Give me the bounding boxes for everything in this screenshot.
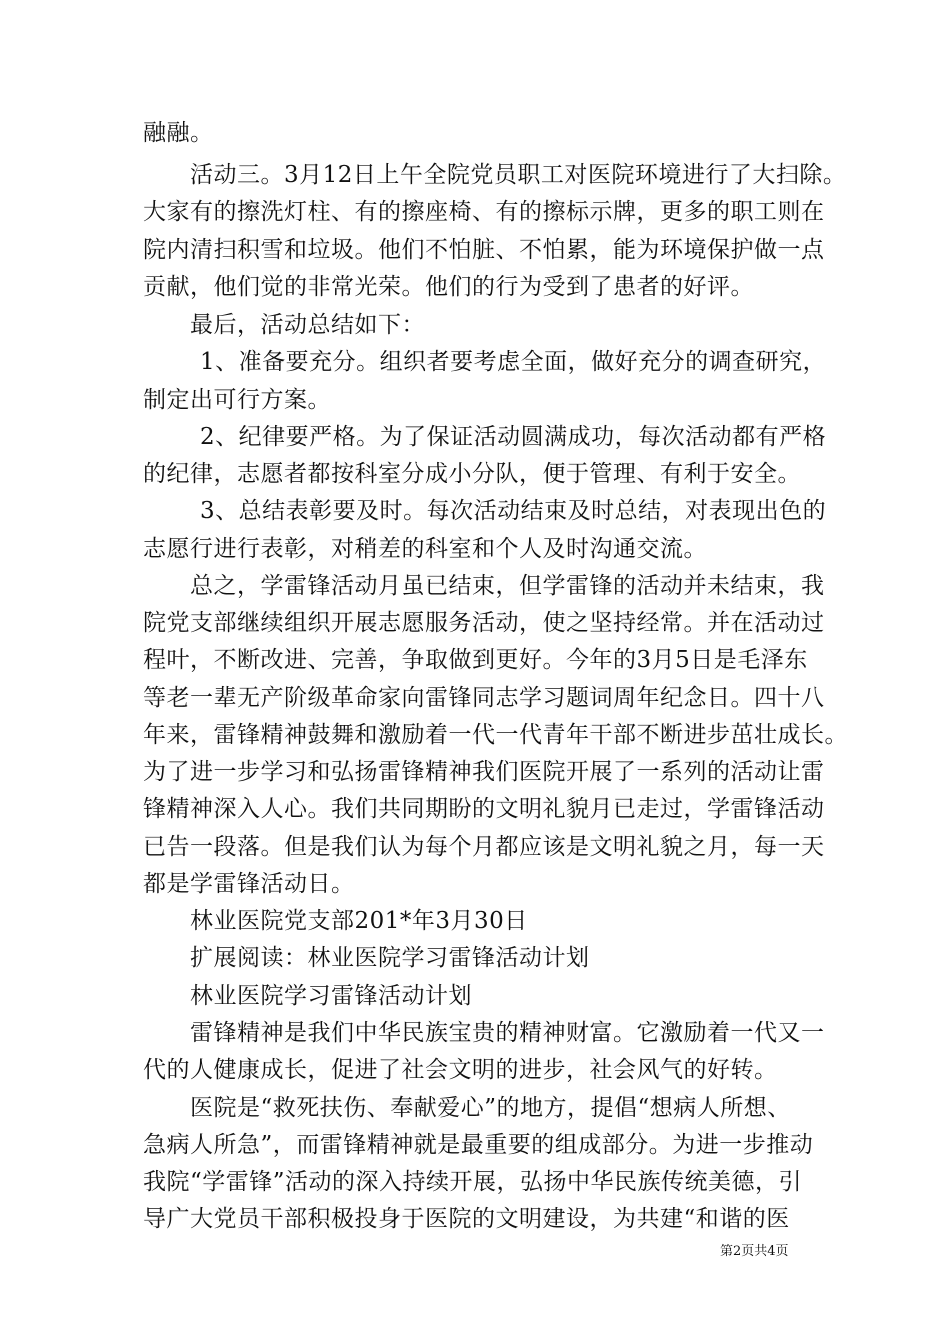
text-line: 3、总结表彰要及时。每次活动结束及时总结，对表现出色的 xyxy=(200,498,827,524)
text-line: 年来，雷锋精神鼓舞和激励着一代一代青年干部不断进步茁壮成长。 xyxy=(143,722,848,748)
extended-reading-line: 扩展阅读：林业医院学习雷锋活动计划 xyxy=(190,945,590,971)
text-line: 院内清扫积雪和垃圾。他们不怕脏、不怕累，能为环境保护做一点 xyxy=(143,237,825,263)
text-line: 大家有的擦洗灯柱、有的擦座椅、有的擦标示牌，更多的职工则在 xyxy=(143,199,825,225)
page-number: 第2页共4页 xyxy=(720,1244,789,1259)
signature-line: 林业医院党支部201*年3月30日 xyxy=(190,908,528,934)
text-line: 总之，学雷锋活动月虽已结束，但学雷锋的活动并未结束，我 xyxy=(190,573,825,599)
text-line: 院党支部继续组织开展志愿服务活动，使之坚持经常。并在活动过 xyxy=(143,610,825,636)
text-line: 急病人所急”，而雷锋精神就是最重要的组成部分。为进一步推动 xyxy=(143,1132,814,1158)
text-line: 代的人健康成长，促进了社会文明的进步，社会风气的好转。 xyxy=(143,1057,778,1083)
text-line: 志愿行进行表彰，对稍差的科室和个人及时沟通交流。 xyxy=(143,536,707,562)
text-line: 最后，活动总结如下： xyxy=(190,312,425,338)
text-line: 的纪律，志愿者都按科室分成小分队，便于管理、有利于安全。 xyxy=(143,461,801,487)
section-title: 林业医院学习雷锋活动计划 xyxy=(190,983,472,1009)
text-line: 为了进一步学习和弘扬雷锋精神我们医院开展了一系列的活动让雷 xyxy=(143,759,825,785)
text-line: 医院是“救死扶伤、奉献爱心”的地方，提倡“想病人所想、 xyxy=(190,1095,791,1121)
text-line: 1、准备要充分。组织者要考虑全面，做好充分的调查研究， xyxy=(200,349,827,375)
text-line: 制定出可行方案。 xyxy=(143,387,331,413)
text-line: 已告一段落。但是我们认为每个月都应该是文明礼貌之月，每一天 xyxy=(143,834,825,860)
text-line: 我院“学雷锋”活动的深入持续开展，弘扬中华民族传统美德，引 xyxy=(143,1169,803,1195)
text-line: 程叶，不断改进、完善，争取做到更好。今年的3月5日是毛泽东 xyxy=(143,647,808,673)
text-line: 锋精神深入人心。我们共同期盼的文明礼貌月已走过，学雷锋活动 xyxy=(143,796,825,822)
text-line: 贡献，他们觉的非常光荣。他们的行为受到了患者的好评。 xyxy=(143,274,754,300)
text-line: 等老一辈无产阶级革命家向雷锋同志学习题词周年纪念日。四十八 xyxy=(143,685,825,711)
text-line: 雷锋精神是我们中华民族宝贵的精神财富。它激励着一代又一 xyxy=(190,1020,825,1046)
text-line: 导广大党员干部积极投身于医院的文明建设，为共建“和谐的医 xyxy=(143,1206,790,1232)
text-line: 活动三。3月12日上午全院党员职工对医院环境进行了大扫除。 xyxy=(190,162,847,188)
text-line: 2、纪律要严格。为了保证活动圆满成功，每次活动都有严格 xyxy=(200,424,827,450)
text-line: 融融。 xyxy=(143,120,214,146)
text-line: 都是学雷锋活动日。 xyxy=(143,871,355,897)
